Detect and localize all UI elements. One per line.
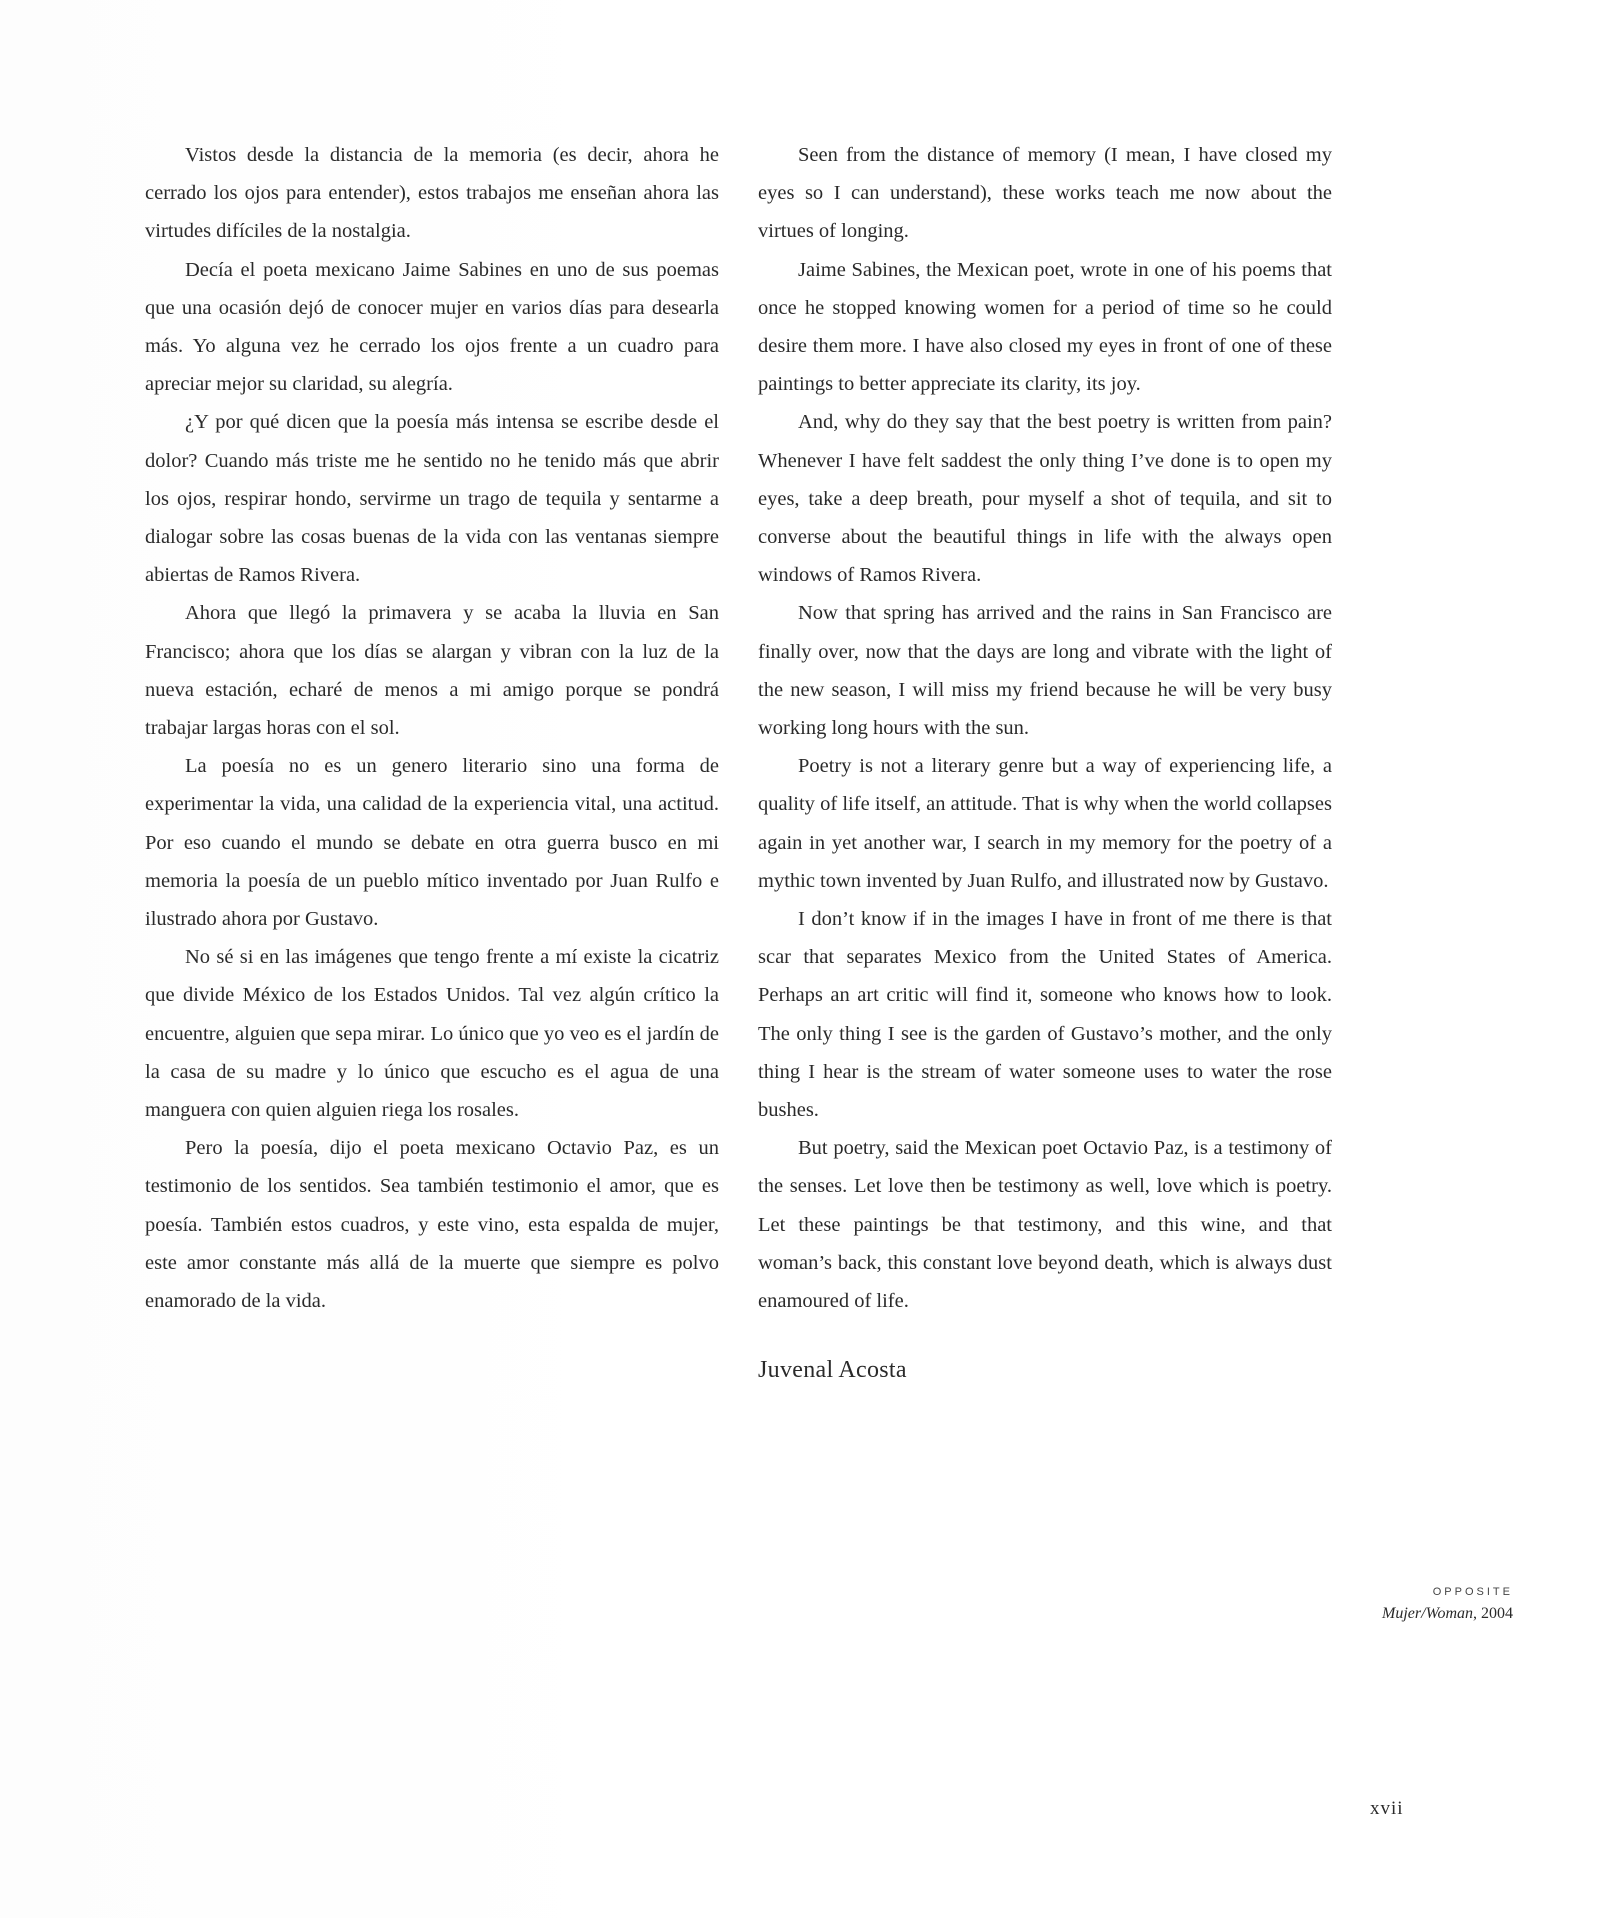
caption-label: OPPOSITE [1432, 1586, 1513, 1598]
english-paragraph: Jaime Sabines, the Mexican poet, wrote in one of his poems that once he stopped knowing women for a period of time so he could desire them more. I have also closed my eyes in front of one of these paintings to better appreciate its clarity, its joy. [758, 258, 1332, 396]
caption-year: , 2004 [1473, 1605, 1513, 1622]
image-caption [1382, 1584, 1513, 1628]
spanish-paragraph: ¿Y por qué dicen que la poesía más intensa se escribe desde el dolor? Cuando más triste me he sentido no he tenido más que abrir los ojos, respirar hondo, servirme un trago de tequila y sentarme a dialogar sobre las cosas buenas de la vida con las ventanas siempre abiertas de Ramos Rivera. [145, 411, 719, 587]
spanish-paragraph: Decía el poeta mexicano Jaime Sabines en uno de sus poemas que una ocasión dejó de conocer mujer en varios días para desearla más. Yo alguna vez he cerrado los ojos frente a un cuadro para apreciar mejor su claridad, su alegría. [145, 258, 719, 396]
spanish-paragraph: No sé si en las imágenes que tengo frente a mí existe la cicatriz que divide México de los Estados Unidos. Tal vez algún crítico la encuentre, alguien que sepa mirar. Lo único que yo veo es el jardín de la casa de su madre y lo único que escucho es el agua de una manguera con quien alguien riega los rosales. [145, 946, 719, 1122]
english-paragraph: And, why do they say that the best poetry is written from pain? Whenever I have felt saddest the only thing I’ve done is to open my eyes, take a deep breath, pour myself a shot of tequila, and sit to converse about the beautiful things in life with the always open windows of Ramos Rivera. [758, 411, 1332, 587]
english-text-column [758, 136, 1332, 1386]
english-paragraph: Seen from the distance of memory (I mean, I have closed my eyes so I can understand), these works teach me now about the virtues of longing. [758, 144, 1332, 243]
caption-title [1382, 1600, 1513, 1628]
author-signature: Juvenal Acosta [758, 1357, 907, 1384]
spanish-paragraph: La poesía no es un genero literario sino una forma de experimentar la vida, una calidad de la experiencia vital, una actitud. Por eso cuando el mundo se debate en otra guerra busco en mi memoria la poesía de un pueblo mítico inventado por Juan Rulfo e ilustrado ahora por Gustavo. [145, 755, 719, 931]
caption-artwork-title: Mujer/Woman [1382, 1605, 1473, 1622]
english-paragraph: I don’t know if in the images I have in front of me there is that scar that separates Mexico from the United States of America. Perhaps an art critic will find it, someone who knows how to look. The only thing I see is the garden of Gustavo’s mother, and the only thing I hear is the stream of water someone uses to water the rose bushes. [758, 908, 1332, 1122]
spanish-paragraph: Vistos desde la distancia de la memoria (es decir, ahora he cerrado los ojos para entender), estos trabajos me enseñan ahora las virtudes difíciles de la nostalgia. [145, 144, 719, 243]
english-paragraph: Poetry is not a literary genre but a way of experiencing life, a quality of life itself, an attitude. That is why when the world collapses again in yet another war, I search in my memory for the poetry of a mythic town invented by Juan Rulfo, and illustrated now by Gustavo. [758, 755, 1332, 892]
english-paragraph: Now that spring has arrived and the rains in San Francisco are finally over, now that the days are long and vibrate with the light of the new season, I will miss my friend because he will be very busy working long hours with the sun. [758, 602, 1332, 740]
page-number: xvii [1370, 1798, 1404, 1819]
spanish-paragraph: Pero la poesía, dijo el poeta mexicano Octavio Paz, es un testimonio de los sentidos. Sea también testimonio el amor, que es poesía. También estos cuadros, y este vino, esta espalda de mujer, este amor constante más allá de la muerte que siempre es polvo enamorado de la vida. [145, 1137, 719, 1313]
english-paragraph: But poetry, said the Mexican poet Octavio Paz, is a testimony of the senses. Let love then be testimony as well, love which is poetry. Let these paintings be that testimony, and this wine, and that woman’s back, this constant love beyond death, which is always dust enamoured of life. [758, 1137, 1332, 1313]
spanish-paragraph: Ahora que llegó la primavera y se acaba la lluvia en San Francisco; ahora que los días se alargan y vibran con la luz de la nueva estación, echaré de menos a mi amigo porque se pondrá trabajar largas horas con el sol. [145, 602, 719, 740]
spanish-text-column [145, 136, 719, 1320]
